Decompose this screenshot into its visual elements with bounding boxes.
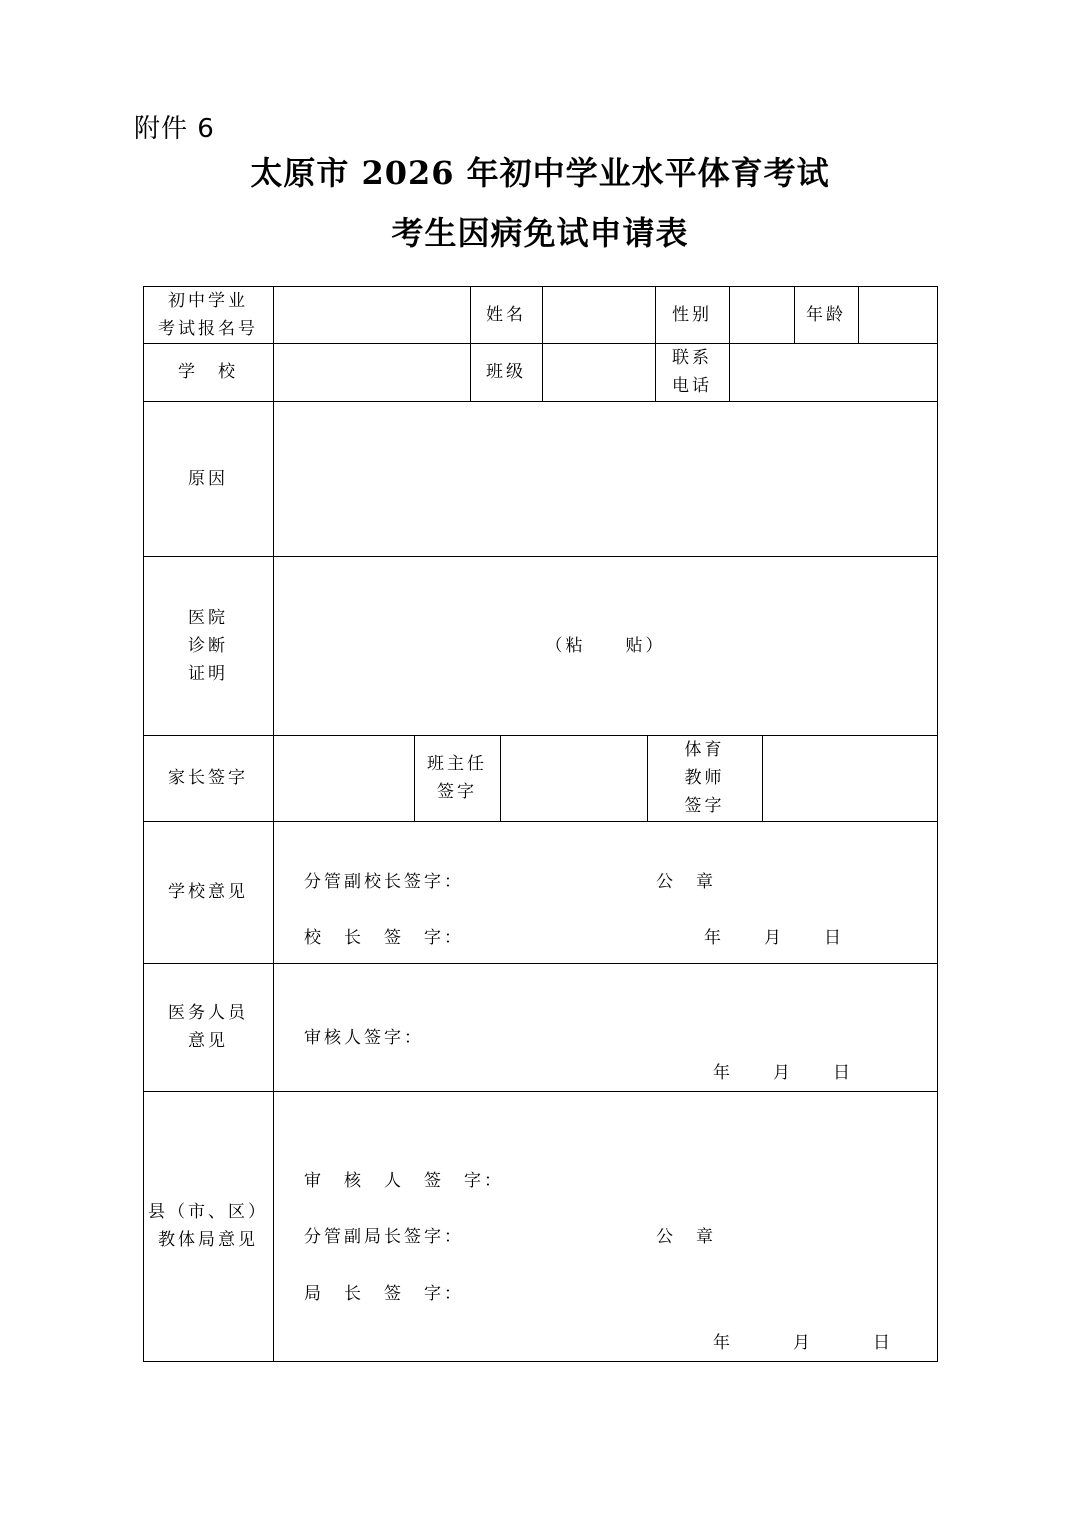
form-title-line2: 考生因病免试申请表 — [391, 214, 689, 252]
bureau-opinion-date: 年 月 日 — [713, 1333, 893, 1353]
attachment-label: 附件 6 — [134, 114, 215, 144]
age-field[interactable] — [859, 286, 937, 343]
pe-teacher-signature-label: 体育 教师 签字 — [684, 740, 725, 816]
diagnosis-paste-area[interactable] — [274, 556, 937, 735]
reason-label: 原因 — [188, 468, 228, 489]
paste-note: （粘 贴） — [545, 635, 666, 656]
parent-signature-label: 家长签字 — [168, 768, 248, 788]
name-field[interactable] — [543, 286, 655, 343]
table-border-bottom — [143, 1361, 938, 1362]
school-field[interactable] — [274, 343, 470, 401]
medical-reviewer-signature-label: 审核人签字： — [304, 1028, 424, 1048]
hospital-diagnosis-label: 医院 诊断 证明 — [188, 607, 228, 684]
principal-signature-label: 校 长 签 字： — [304, 928, 464, 948]
director-signature-label: 局 长 签 字： — [304, 1284, 464, 1304]
exam-number-field[interactable] — [274, 286, 470, 343]
medical-opinion-date: 年 月 日 — [713, 1063, 853, 1083]
application-form-table — [143, 286, 938, 1362]
school-opinion-date: 年 月 日 — [704, 928, 844, 948]
bureau-reviewer-signature-label: 审 核 人 签 字： — [304, 1171, 504, 1191]
form-title-line1: 太原市 2026 年初中学业水平体育考试 — [250, 154, 830, 192]
table-border-right — [937, 286, 938, 1362]
school-seal-label: 公 章 — [656, 872, 716, 892]
gender-label: 性别 — [672, 304, 712, 325]
gender-field[interactable] — [730, 286, 794, 343]
bureau-seal-label: 公 章 — [656, 1227, 716, 1247]
reason-field[interactable] — [274, 401, 937, 556]
head-teacher-signature-label: 班主任 签字 — [427, 754, 487, 802]
class-label: 班级 — [486, 362, 526, 382]
name-label: 姓名 — [486, 304, 526, 325]
vice-principal-signature-label: 分管副校长签字： — [304, 872, 464, 892]
exam-number-label: 初中学业 考试报名号 — [158, 290, 258, 339]
head-teacher-signature-field[interactable] — [501, 735, 647, 821]
parent-signature-field[interactable] — [274, 735, 414, 821]
school-opinion-label: 学校意见 — [168, 882, 248, 902]
medical-opinion-label: 医务人员 意见 — [168, 1003, 248, 1051]
age-label: 年龄 — [806, 304, 846, 325]
vice-director-signature-label: 分管副局长签字： — [304, 1227, 464, 1247]
pe-teacher-signature-field[interactable] — [763, 735, 937, 821]
bureau-opinion-label: 县（市、区） 教体局意见 — [148, 1202, 268, 1250]
phone-label: 联系 电话 — [672, 348, 712, 396]
phone-field[interactable] — [730, 343, 937, 401]
class-field[interactable] — [543, 343, 655, 401]
school-label: 学 校 — [178, 362, 238, 382]
